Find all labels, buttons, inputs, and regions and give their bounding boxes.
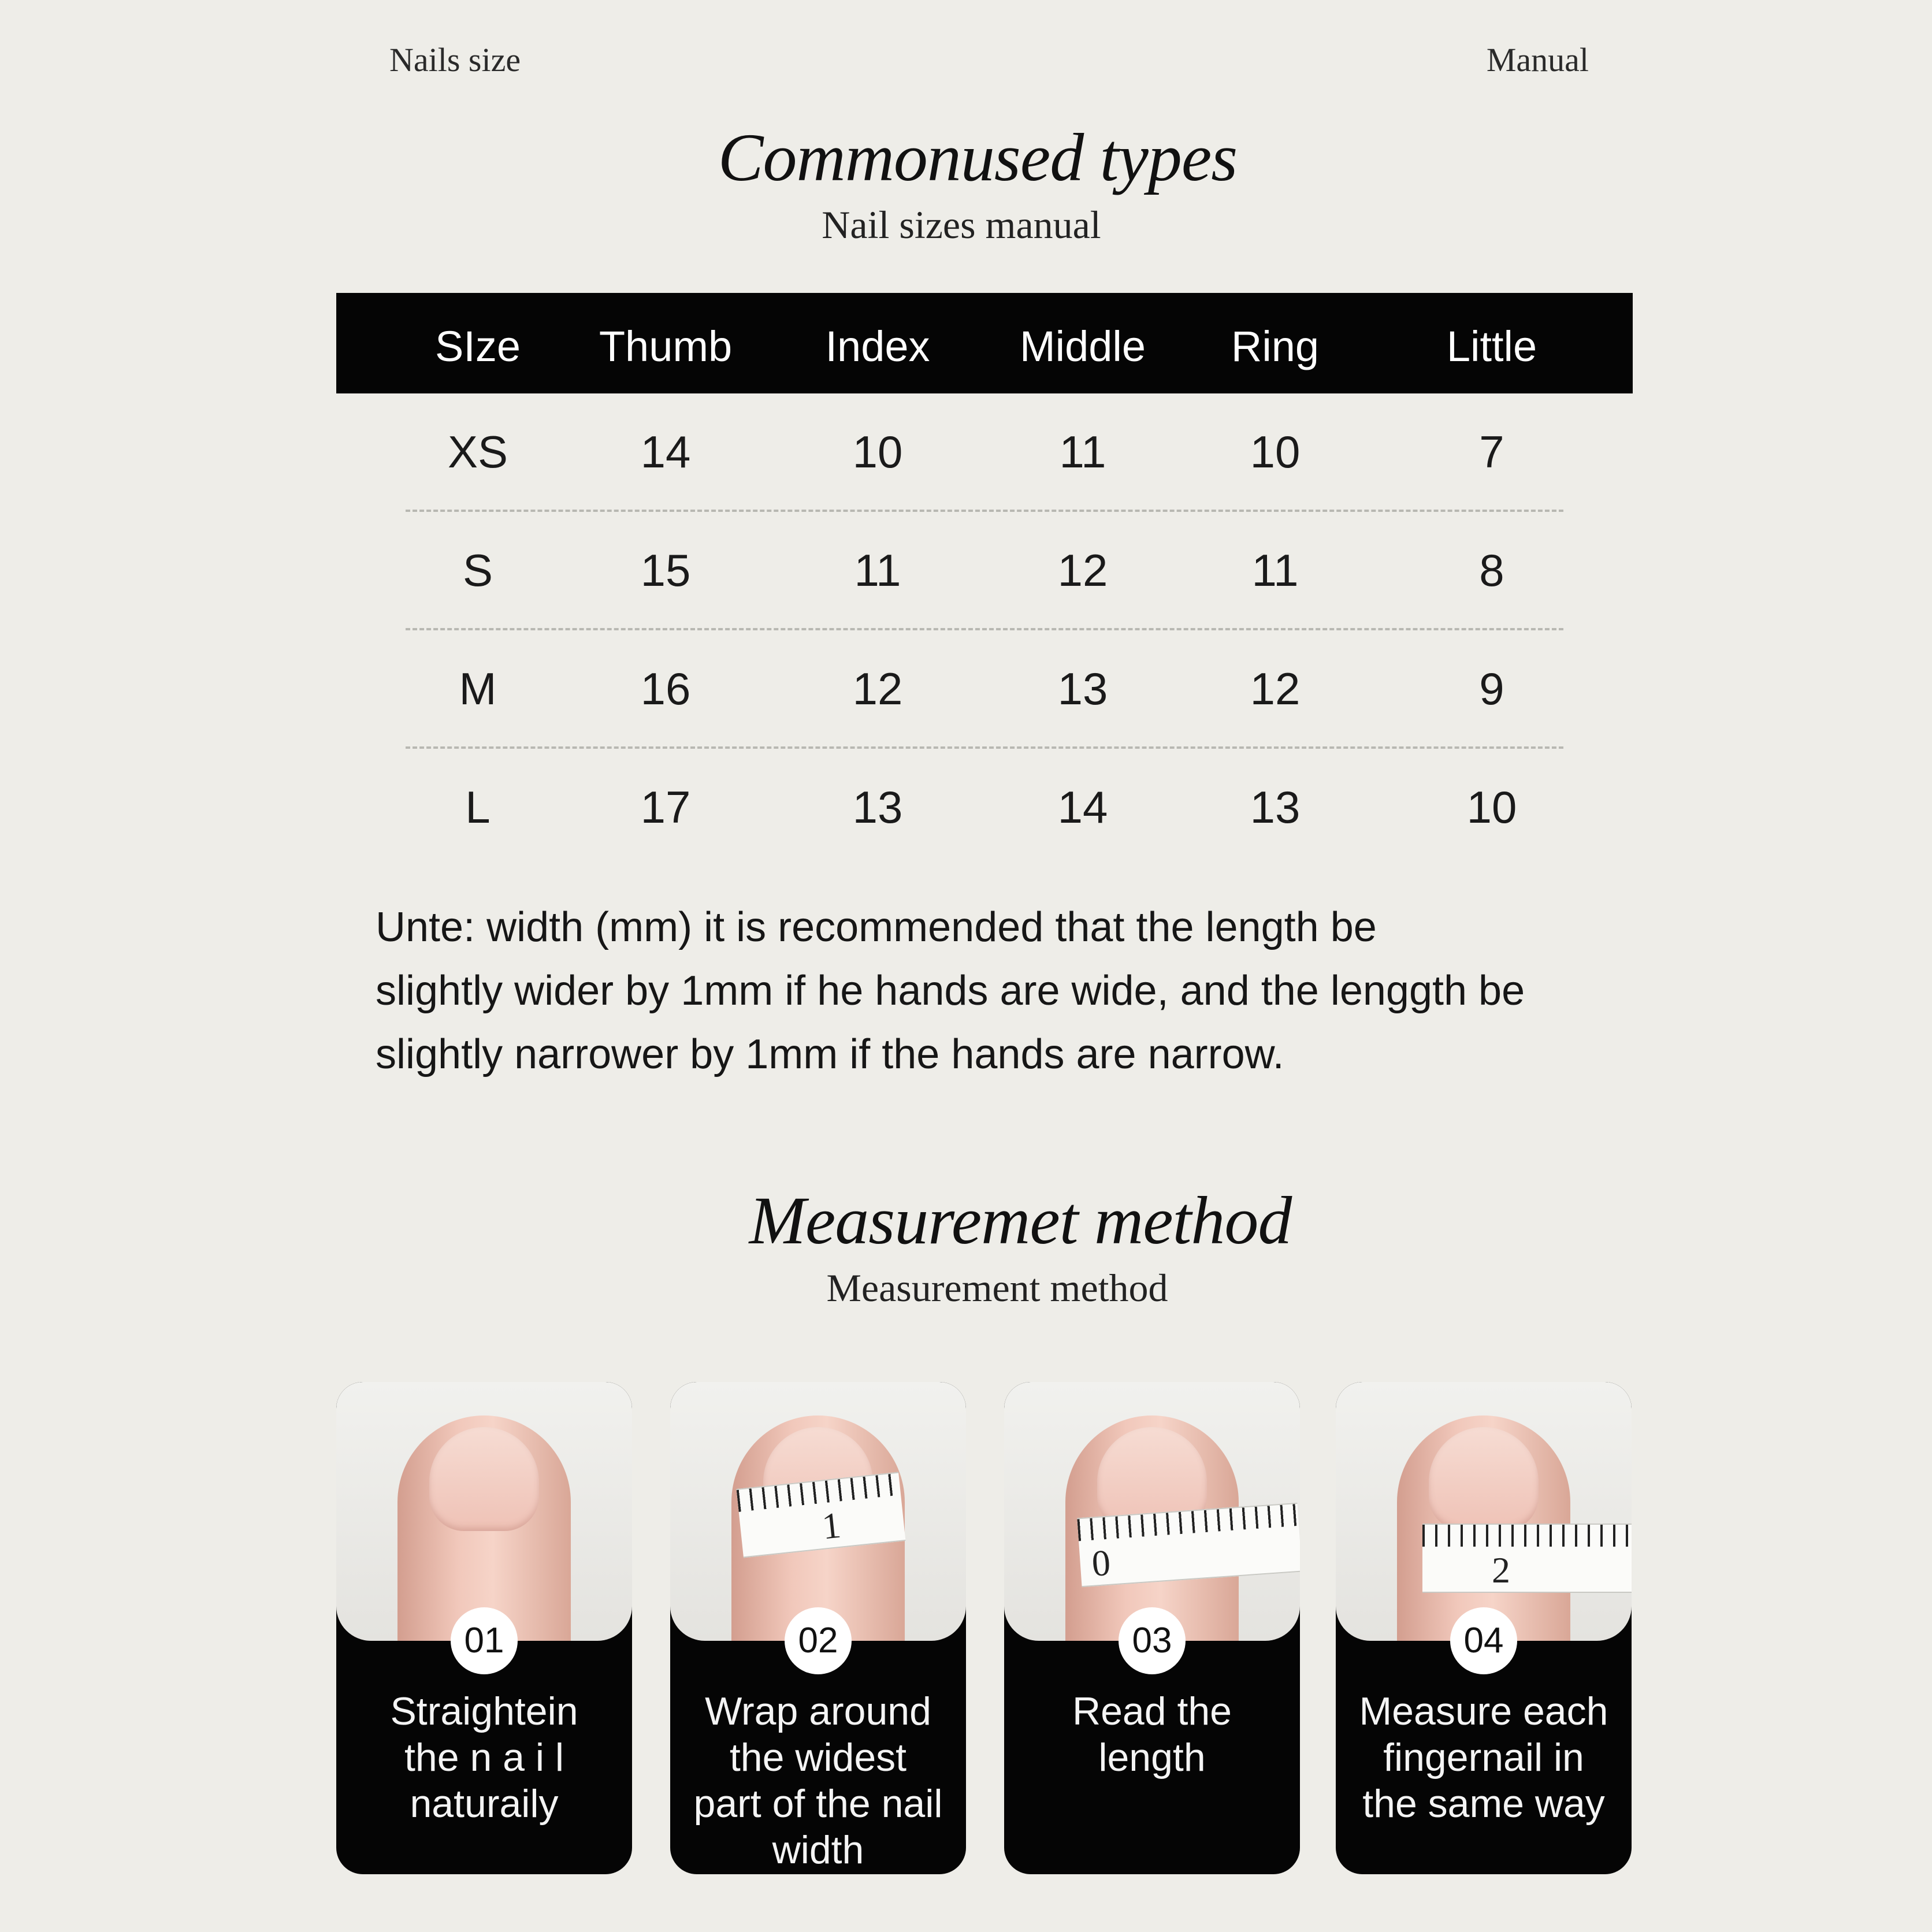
middle-cell: 13 bbox=[1057, 663, 1108, 714]
tape-number: 0 bbox=[1090, 1541, 1112, 1584]
section-title-types: Commonused types bbox=[718, 120, 1238, 195]
middle-cell: 14 bbox=[1057, 782, 1108, 833]
size-cell: M bbox=[459, 663, 497, 714]
step-number-badge: 02 bbox=[785, 1607, 852, 1674]
tape-number: 1 bbox=[820, 1504, 843, 1547]
little-cell: 7 bbox=[1479, 426, 1504, 477]
sizing-note bbox=[376, 896, 1618, 1086]
little-cell: 10 bbox=[1466, 782, 1517, 833]
caption-line: the widest bbox=[729, 1736, 907, 1779]
section-subtitle-types: Nail sizes manual bbox=[822, 203, 1101, 247]
little-cell: 8 bbox=[1479, 545, 1504, 596]
index-cell: 11 bbox=[854, 545, 901, 596]
caption-line: the same way bbox=[1362, 1782, 1605, 1826]
little-cell: 9 bbox=[1479, 663, 1504, 714]
nail-illustration bbox=[429, 1427, 539, 1531]
column-header-thumb: Thumb bbox=[599, 322, 733, 370]
step-caption bbox=[348, 1688, 621, 1827]
section-subtitle-method: Measurement method bbox=[826, 1266, 1168, 1310]
header-left-label: Nails size bbox=[389, 41, 521, 79]
caption-line: length bbox=[1098, 1736, 1206, 1779]
table-row bbox=[336, 749, 1633, 867]
column-header-middle: Middle bbox=[1020, 322, 1146, 370]
step-photo bbox=[670, 1382, 966, 1641]
ring-cell: 11 bbox=[1251, 545, 1299, 596]
size-cell: S bbox=[462, 545, 493, 596]
caption-line: naturaily bbox=[410, 1782, 559, 1826]
caption-line: Wrap around bbox=[705, 1689, 931, 1733]
column-header-size: SIze bbox=[434, 322, 521, 370]
step-card-02 bbox=[670, 1382, 966, 1874]
index-cell: 12 bbox=[852, 663, 903, 714]
middle-cell: 11 bbox=[1059, 426, 1106, 477]
index-cell: 10 bbox=[852, 426, 903, 477]
note-line: Unte: width (mm) it is recommended that the length be bbox=[376, 904, 1377, 950]
step-caption bbox=[682, 1688, 954, 1873]
caption-line: the n a i l bbox=[404, 1736, 564, 1779]
note-line: slightly narrower by 1mm if the hands are narrow. bbox=[376, 1031, 1284, 1078]
caption-line: Straightein bbox=[390, 1689, 578, 1733]
middle-cell: 12 bbox=[1057, 545, 1108, 596]
table-header bbox=[336, 293, 1633, 393]
column-header-index: Index bbox=[825, 322, 930, 370]
caption-line: Read the bbox=[1072, 1689, 1232, 1733]
caption-line: part of the nail bbox=[693, 1782, 943, 1826]
thumb-cell: 16 bbox=[640, 663, 691, 714]
header-right-label: Manual bbox=[1486, 41, 1589, 79]
section-title-method: Measuremet method bbox=[749, 1183, 1292, 1258]
table-row bbox=[336, 512, 1633, 630]
ring-cell: 10 bbox=[1250, 426, 1301, 477]
caption-line: width bbox=[772, 1828, 864, 1872]
column-header-ring: Ring bbox=[1231, 322, 1320, 370]
step-card-03 bbox=[1004, 1382, 1300, 1874]
size-cell: XS bbox=[447, 426, 508, 477]
thumb-cell: 14 bbox=[640, 426, 691, 477]
tape-number: 2 bbox=[1492, 1550, 1510, 1591]
measuring-tape bbox=[1077, 1503, 1300, 1587]
caption-line: fingernail in bbox=[1383, 1736, 1584, 1779]
caption-line: Measure each bbox=[1359, 1689, 1608, 1733]
column-header-little: Little bbox=[1446, 322, 1537, 370]
step-photo bbox=[1004, 1382, 1300, 1641]
thumb-cell: 17 bbox=[640, 782, 691, 833]
step-caption bbox=[1016, 1688, 1288, 1781]
size-cell: L bbox=[465, 782, 491, 833]
step-photo bbox=[336, 1382, 632, 1641]
nail-illustration bbox=[1429, 1427, 1539, 1531]
note-line: slightly wider by 1mm if he hands are wide, and the lenggth be bbox=[376, 968, 1525, 1014]
step-number-badge: 04 bbox=[1450, 1607, 1517, 1674]
thumb-cell: 15 bbox=[640, 545, 691, 596]
table-row bbox=[336, 393, 1633, 512]
index-cell: 13 bbox=[852, 782, 903, 833]
step-card-01 bbox=[336, 1382, 632, 1874]
step-number-badge: 01 bbox=[451, 1607, 518, 1674]
step-number-badge: 03 bbox=[1119, 1607, 1186, 1674]
step-photo bbox=[1336, 1382, 1632, 1641]
measuring-tape bbox=[1422, 1524, 1632, 1593]
step-caption bbox=[1347, 1688, 1620, 1827]
step-card-04 bbox=[1336, 1382, 1632, 1874]
table-row bbox=[336, 630, 1633, 749]
ring-cell: 12 bbox=[1250, 663, 1301, 714]
size-table bbox=[336, 293, 1633, 867]
ring-cell: 13 bbox=[1250, 782, 1301, 833]
